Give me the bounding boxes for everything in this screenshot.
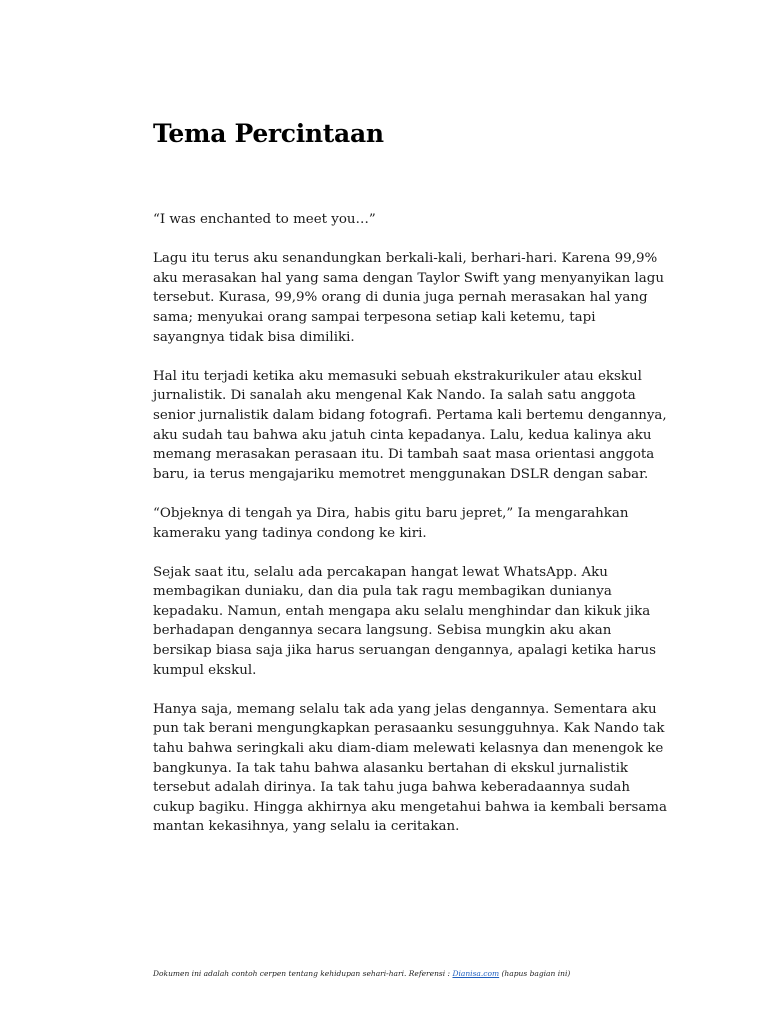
footer-prefix: Dokumen ini adalah contoh cerpen tentang kehidupan sehari-hari. Referensi : <box>153 969 453 978</box>
paragraph <box>153 367 667 485</box>
paragraph <box>153 210 653 230</box>
text-line: “I was enchanted to meet you…” <box>153 212 376 227</box>
footer-suffix: (hapus bagian ini) <box>499 969 571 978</box>
text-line: bangkunya. Ia tak tahu bahwa alasanku bertahan di ekskul jurnalistik <box>153 760 628 776</box>
text-line: Hanya saja, memang selalu tak ada yang jelas dengannya. Sementara aku <box>153 701 657 717</box>
text-line: “Objeknya di tengah ya Dira, habis gitu baru jepret,” Ia mengarahkan <box>153 505 629 521</box>
text-line: kumpul ekskul. <box>153 662 257 678</box>
text-line: kepadaku. Namun, entah mengapa aku selalu menghindar dan kikuk jika <box>153 603 651 619</box>
text-line: tahu bahwa seringkali aku diam-diam melewati kelasnya dan menengok ke <box>153 741 664 757</box>
document-title: Tema Percintaan <box>153 119 384 148</box>
paragraph <box>153 504 653 543</box>
text-line: cukup bagiku. Hingga akhirnya aku mengetahui bahwa ia kembali bersama <box>153 799 667 815</box>
text-line: aku sudah tau bahwa aku jatuh cinta kepadanya. Lalu, kedua kalinya aku <box>153 427 652 443</box>
text-line: Sejak saat itu, selalu ada percakapan hangat lewat WhatsApp. Aku <box>153 564 608 580</box>
text-line: pun tak berani mengungkapkan perasaanku sesungguhnya. Kak Nando tak <box>153 721 665 737</box>
text-line: senior jurnalistik dalam bidang fotografi. Pertama kali bertemu dengannya, <box>153 407 667 423</box>
text-line: bersikap biasa saja jika harus seruangan dengannya, apalagi ketika harus <box>153 643 657 659</box>
text-line: Hal itu terjadi ketika aku memasuki sebuah ekstrakurikuler atau ekskul <box>153 368 642 384</box>
text-line: aku merasakan hal yang sama dengan Taylor Swift yang menyanyikan lagu <box>153 270 664 286</box>
text-line: membagikan duniaku, dan dia pula tak ragu membagikan dunianya <box>153 584 612 600</box>
text-line: tersebut. Kurasa, 99,9% orang di dunia juga pernah merasakan hal yang <box>153 290 648 306</box>
text-line: baru, ia terus mengajariku memotret menggunakan DSLR dengan sabar. <box>153 466 649 482</box>
text-line: Lagu itu terus aku senandungkan berkali-kali, berhari-hari. Karena 99,9% <box>153 251 658 267</box>
text-line: kameraku yang tadinya condong ke kiri. <box>153 525 427 541</box>
text-line: sayangnya tidak bisa dimiliki. <box>153 329 355 345</box>
document-body <box>153 210 667 857</box>
text-line: jurnalistik. Di sanalah aku mengenal Kak Nando. Ia salah satu anggota <box>153 388 636 404</box>
text-line: mantan kekasihnya, yang selalu ia ceritakan. <box>153 819 460 835</box>
text-line: tersebut adalah dirinya. Ia tak tahu juga bahwa keberadaannya sudah <box>153 780 631 796</box>
paragraph <box>153 700 667 837</box>
paragraph <box>153 563 657 681</box>
text-line: berhadapan dengannya secara langsung. Sebisa mungkin aku akan <box>153 623 612 639</box>
text-line: memang merasakan perasaan itu. Di tambah saat masa orientasi anggota <box>153 447 655 463</box>
paragraph <box>153 249 664 347</box>
footer-note <box>153 968 570 980</box>
reference-link[interactable]: Dianisa.com <box>452 969 500 978</box>
text-line: sama; menyukai orang sampai terpesona setiap kali ketemu, tapi <box>153 309 596 325</box>
